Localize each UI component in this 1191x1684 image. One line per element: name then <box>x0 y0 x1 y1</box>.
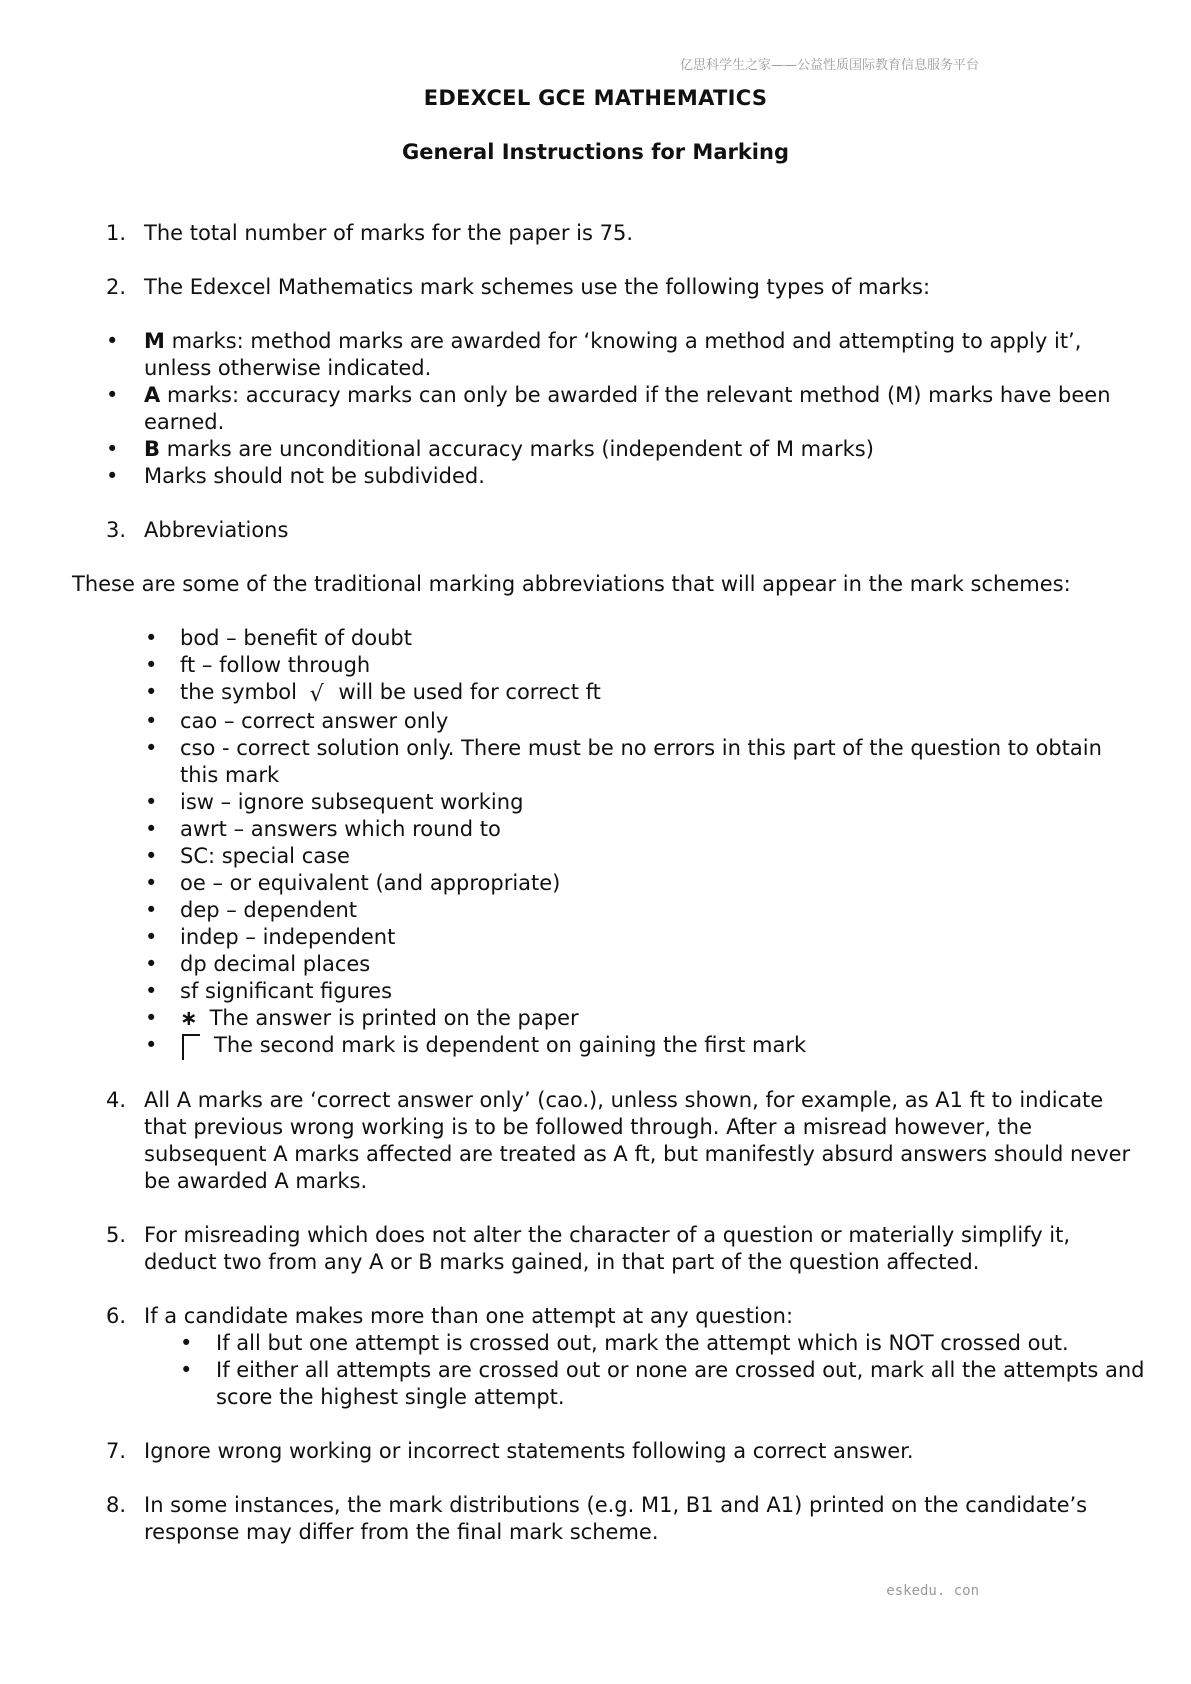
item-text: All A marks are ‘correct answer only’ (cao.), unless shown, for example, as A1 ft to indicate that previous wrong working is to be followed through. After a misread however, the subsequent A marks affected are treated as A ft, but manifestly absurd answers should never be awarded A marks. <box>144 1088 1131 1193</box>
list-item: • dep – dependent <box>0 897 1140 924</box>
instruction-8 <box>0 1492 1134 1546</box>
instruction-3 <box>0 517 1134 544</box>
attempts-list <box>0 1330 1191 1411</box>
list-item: • If either all attempts are crossed out or none are crossed out, mark all the attempts and score the highest single attempt. <box>0 1357 1156 1411</box>
list-item: • awrt – answers which round to <box>0 816 1140 843</box>
list-item: • cao – correct answer only <box>0 708 1140 735</box>
instruction-6 <box>0 1303 1134 1330</box>
abbreviations-intro: These are some of the traditional marking abbreviations that will appear in the mark schemes: <box>72 572 1071 596</box>
list-item: • Marks should not be subdivided. <box>0 463 1144 490</box>
asterisk-icon: ∗ <box>180 1006 198 1030</box>
list-item: • isw – ignore subsequent working <box>0 789 1140 816</box>
list-item: • the symbol √ will be used for correct ft <box>0 679 1140 708</box>
item-number: 1. <box>106 221 127 245</box>
item-number: 3. <box>106 518 127 542</box>
list-item: • M marks: method marks are awarded for ‘knowing a method and attempting to apply it’, unless otherwise indicated. <box>0 328 1144 382</box>
item-number: 4. <box>106 1088 127 1112</box>
item-text: The Edexcel Mathematics mark schemes use the following types of marks: <box>144 275 931 299</box>
dependency-bracket-icon <box>182 1034 200 1060</box>
item-text: Abbreviations <box>144 518 289 542</box>
item-number: 7. <box>106 1439 127 1463</box>
watermark-header: 亿思科学生之家——公益性质国际教育信息服务平台 <box>679 58 979 73</box>
list-item: • ∗ The answer is printed on the paper <box>0 1005 1140 1032</box>
page-title: EDEXCEL GCE MATHEMATICS <box>423 86 768 110</box>
list-item: • bod – benefit of doubt <box>0 625 1140 652</box>
item-number: 6. <box>106 1304 127 1328</box>
instruction-2 <box>0 274 1134 301</box>
mark-types-list <box>0 328 1191 490</box>
instruction-7 <box>0 1438 1134 1465</box>
item-text: Ignore wrong working or incorrect statements following a correct answer. <box>144 1439 914 1463</box>
list-item: • oe – or equivalent (and appropriate) <box>0 870 1140 897</box>
marking-instructions <box>0 220 1191 1546</box>
abbreviations-list <box>0 625 1191 1060</box>
item-text: In some instances, the mark distributions (e.g. M1, B1 and A1) printed on the candidate’s response may differ from the final mark scheme. <box>144 1493 1088 1544</box>
item-number: 2. <box>106 275 127 299</box>
list-item: • cso - correct solution only. There must be no errors in this part of the question to obtain this mark <box>0 735 1140 789</box>
list-item: • SC: special case <box>0 843 1140 870</box>
instruction-1 <box>0 220 1134 247</box>
list-item: • ft – follow through <box>0 652 1140 679</box>
item-number: 8. <box>106 1493 127 1517</box>
item-number: 5. <box>106 1223 127 1247</box>
instruction-5 <box>0 1222 1134 1276</box>
list-item: • A marks: accuracy marks can only be awarded if the relevant method (M) marks have been earned. <box>0 382 1144 436</box>
list-item: • dp decimal places <box>0 951 1140 978</box>
item-text: The total number of marks for the paper is 75. <box>144 221 634 245</box>
page-subtitle: General Instructions for Marking <box>402 140 789 164</box>
list-item: • The second mark is dependent on gaining the first mark <box>0 1032 1140 1060</box>
list-item: • indep – independent <box>0 924 1140 951</box>
watermark-footer: eskedu. con <box>886 1583 979 1599</box>
list-item: • sf significant figures <box>0 978 1140 1005</box>
item-text: If a candidate makes more than one attempt at any question: <box>144 1304 794 1328</box>
item-text: For misreading which does not alter the character of a question or materially simplify it, deduct two from any A or B marks gained, in that part of the question affected. <box>144 1223 1071 1274</box>
checkmark-root-icon: √ <box>309 682 324 707</box>
list-item: • B marks are unconditional accuracy marks (independent of M marks) <box>0 436 1144 463</box>
list-item: • If all but one attempt is crossed out, mark the attempt which is NOT crossed out. <box>0 1330 1156 1357</box>
instruction-4 <box>0 1087 1134 1195</box>
